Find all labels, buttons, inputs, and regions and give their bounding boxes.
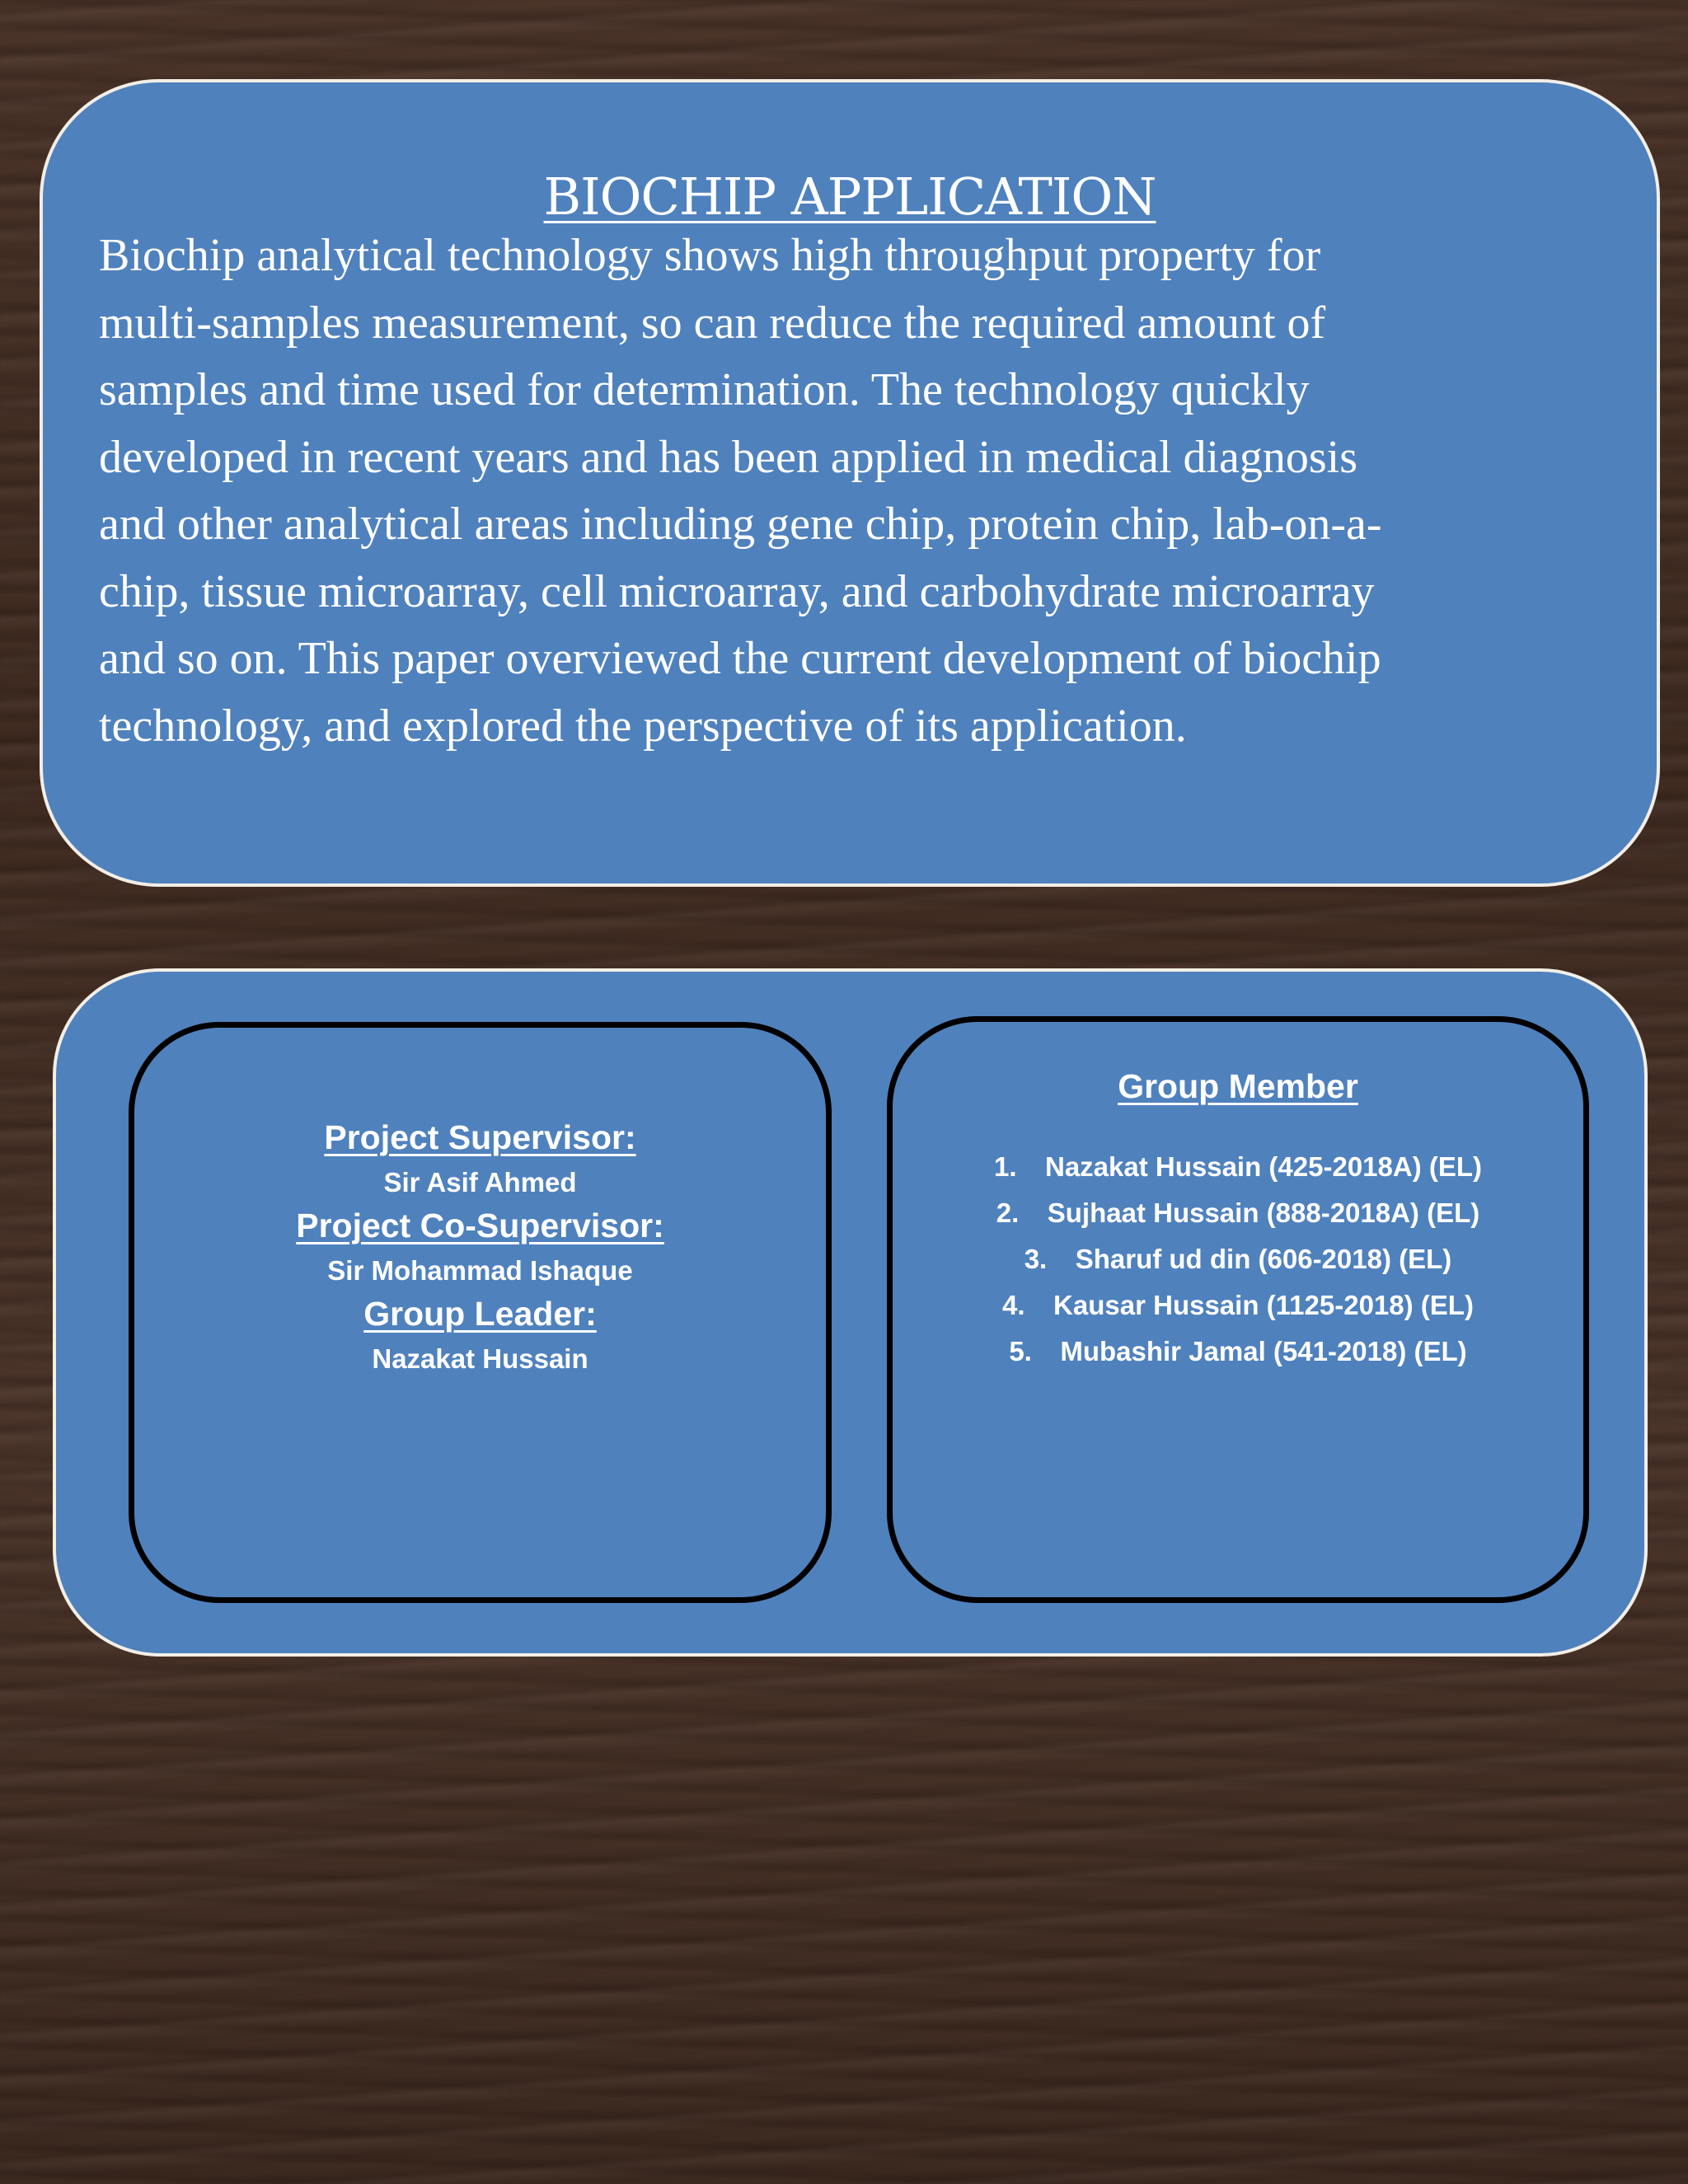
abstract-text (99, 223, 1624, 760)
list-item (893, 1329, 1583, 1375)
abstract-line: Biochip analytical technology shows high throughput property for (99, 230, 1321, 281)
supervisor-name: Sir Asif Ahmed (383, 1167, 577, 1197)
abstract-line: and so on. This paper overviewed the current development of biochip (99, 633, 1381, 684)
member-name: Nazakat Hussain (425-2018A) (EL) (1044, 1151, 1483, 1182)
abstract-line: multi-samples measurement, so can reduce the required amount of (99, 297, 1326, 349)
member-name: Mubashir Jamal (541-2018) (EL) (1060, 1336, 1467, 1366)
list-item (893, 1190, 1583, 1236)
abstract-line: and other analytical areas including gene chip, protein chip, lab-on-a- (99, 499, 1382, 550)
page-title: BIOCHIP APPLICATION (543, 166, 1156, 227)
list-item (893, 1236, 1583, 1282)
list-item (893, 1282, 1583, 1329)
supervisor-heading: Project Supervisor: (324, 1118, 636, 1156)
co-supervisor-name: Sir Mohammad Ishaque (327, 1255, 633, 1286)
list-item (893, 1144, 1583, 1190)
abstract-line: samples and time used for determination. The technology quickly (99, 364, 1310, 415)
member-name: Sharuf ud din (606-2018) (EL) (1075, 1244, 1452, 1274)
group-member-heading: Group Member (1118, 1067, 1358, 1105)
supervisors-box (129, 1022, 832, 1603)
list-number: 3. (1024, 1244, 1048, 1274)
list-number: 1. (993, 1151, 1017, 1182)
member-name: Sujhaat Hussain (888-2018A) (EL) (1047, 1197, 1480, 1228)
group-leader-name: Nazakat Hussain (372, 1343, 588, 1374)
abstract-line: chip, tissue microarray, cell microarray, and carbohydrate microarray (99, 565, 1375, 617)
group-members-box (887, 1016, 1589, 1603)
list-number: 4. (1002, 1290, 1025, 1320)
group-member-list (893, 1144, 1583, 1375)
list-number: 5. (1009, 1336, 1032, 1366)
list-number: 2. (996, 1197, 1020, 1228)
abstract-line: developed in recent years and has been applied in medical diagnosis (99, 431, 1358, 483)
member-name: Kausar Hussain (1125-2018) (EL) (1053, 1290, 1474, 1320)
group-leader-heading: Group Leader: (363, 1295, 597, 1333)
abstract-line: technology, and explored the perspective of its application. (99, 700, 1187, 752)
co-supervisor-heading: Project Co-Supervisor: (296, 1207, 664, 1244)
